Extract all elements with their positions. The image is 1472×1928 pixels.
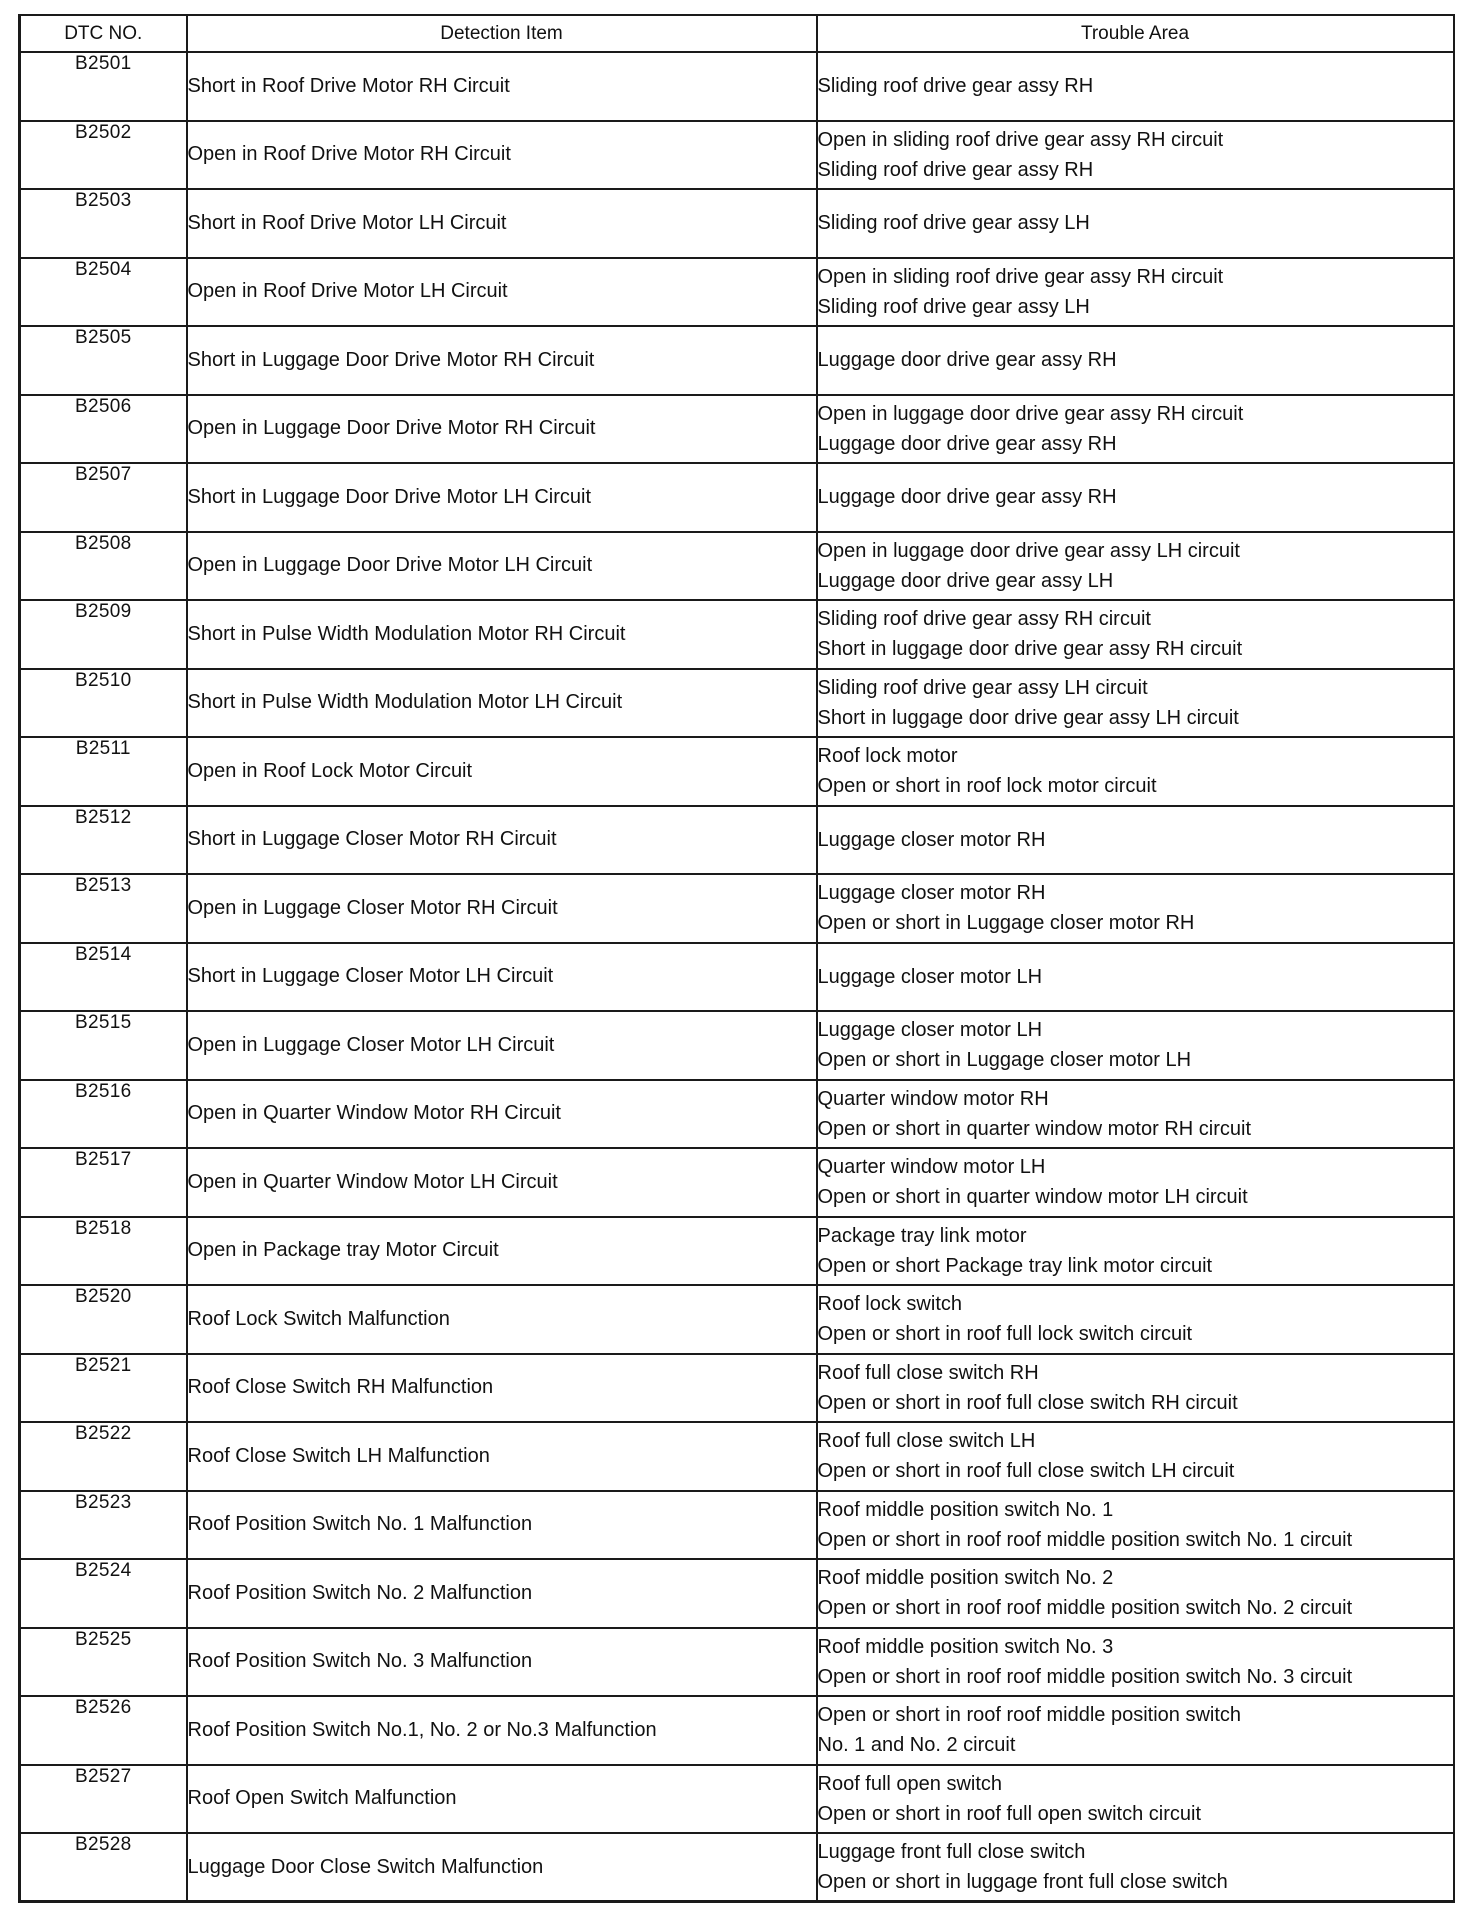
trouble-area-line: Luggage closer motor RH: [817, 882, 1046, 905]
detection-item: Roof Close Switch RH Malfunction: [187, 1354, 817, 1423]
trouble-area-line: Quarter window motor LH: [817, 1156, 1046, 1179]
trouble-area-line: Luggage door drive gear assy RH: [817, 432, 1117, 455]
trouble-area-line: Open or short in quarter window motor LH circuit: [817, 1186, 1248, 1209]
dtc-code: B2524: [20, 1559, 187, 1628]
trouble-area-line: Quarter window motor RH: [817, 1087, 1049, 1110]
trouble-area-line: Roof full open switch: [817, 1772, 1003, 1795]
dtc-code: B2523: [20, 1491, 187, 1560]
trouble-area-line: No. 1 and No. 2 circuit: [817, 1734, 1016, 1757]
table-row: [20, 463, 1454, 532]
table-row: [20, 1080, 1454, 1149]
dtc-code: B2509: [20, 600, 187, 669]
dtc-code: B2504: [20, 258, 187, 327]
trouble-area-line: Open or short in roof roof middle position switch No. 1 circuit: [817, 1528, 1353, 1551]
detection-item: Short in Pulse Width Modulation Motor RH Circuit: [187, 600, 817, 669]
trouble-area: [817, 1148, 1454, 1217]
dtc-code: B2514: [20, 943, 187, 1012]
trouble-area-line: Open or short in roof roof middle position switch: [817, 1704, 1242, 1727]
dtc-code: B2502: [20, 121, 187, 190]
table-row: [20, 1148, 1454, 1217]
trouble-area: [817, 1559, 1454, 1628]
table-row: [20, 874, 1454, 943]
dtc-table: [18, 14, 1455, 1903]
trouble-area: [817, 600, 1454, 669]
table-row: [20, 1285, 1454, 1354]
dtc-code: B2503: [20, 189, 187, 258]
trouble-area: [817, 737, 1454, 806]
trouble-area: [817, 189, 1454, 258]
trouble-area-line: Open or short in roof roof middle position switch No. 2 circuit: [817, 1597, 1353, 1620]
trouble-area: [817, 943, 1454, 1012]
trouble-area-line: Open in luggage door drive gear assy LH circuit: [817, 539, 1240, 562]
trouble-area: [817, 1354, 1454, 1423]
trouble-area-line: Sliding roof drive gear assy RH circuit: [817, 608, 1151, 631]
trouble-area-line: Luggage front full close switch: [817, 1841, 1086, 1863]
table-row: [20, 1628, 1454, 1697]
dtc-code: B2516: [20, 1080, 187, 1149]
trouble-area-line: Roof full close switch LH: [817, 1430, 1036, 1453]
trouble-area-line: Short in luggage door drive gear assy LH circuit: [817, 706, 1239, 729]
trouble-area: [817, 1217, 1454, 1286]
table-row: [20, 1559, 1454, 1628]
dtc-code: B2515: [20, 1011, 187, 1080]
trouble-area: [817, 258, 1454, 327]
trouble-area: [817, 874, 1454, 943]
table-row: [20, 600, 1454, 669]
trouble-area: [817, 1011, 1454, 1080]
detection-item: Open in Luggage Door Drive Motor RH Circuit: [187, 395, 817, 464]
trouble-area-line: Open or short in Luggage closer motor RH: [817, 912, 1195, 935]
header-row: [20, 15, 1454, 52]
table-row: [20, 1217, 1454, 1286]
trouble-area-line: Luggage closer motor LH: [817, 1019, 1043, 1042]
detection-item: Roof Position Switch No. 3 Malfunction: [187, 1628, 817, 1697]
detection-item: Short in Pulse Width Modulation Motor LH Circuit: [187, 669, 817, 738]
trouble-area-line: Sliding roof drive gear assy RH: [817, 158, 1094, 181]
detection-item: Open in Luggage Closer Motor RH Circuit: [187, 874, 817, 943]
trouble-area-line: Open in luggage door drive gear assy RH circuit: [817, 402, 1244, 425]
dtc-code: B2501: [20, 52, 187, 121]
trouble-area-line: Sliding roof drive gear assy LH: [817, 212, 1090, 235]
detection-item: Open in Package tray Motor Circuit: [187, 1217, 817, 1286]
trouble-area-line: Roof lock switch: [817, 1293, 962, 1316]
dtc-code: B2507: [20, 463, 187, 532]
trouble-area-line: Luggage closer motor RH: [817, 828, 1046, 851]
table-row: [20, 189, 1454, 258]
dtc-code: B2525: [20, 1628, 187, 1697]
trouble-area-line: Open or short Package tray link motor circuit: [817, 1254, 1213, 1277]
detection-item: Open in Roof Lock Motor Circuit: [187, 737, 817, 806]
table-row: [20, 943, 1454, 1012]
detection-item: Open in Quarter Window Motor LH Circuit: [187, 1148, 817, 1217]
table-row: [20, 737, 1454, 806]
detection-item: Roof Close Switch LH Malfunction: [187, 1422, 817, 1491]
trouble-area-line: Roof middle position switch No. 3: [817, 1635, 1114, 1658]
detection-item: Open in Roof Drive Motor RH Circuit: [187, 121, 817, 190]
trouble-area-line: Sliding roof drive gear assy LH circuit: [817, 676, 1148, 699]
table-row: [20, 395, 1454, 464]
table-row: [20, 326, 1454, 395]
trouble-area: [817, 806, 1454, 875]
detection-item: Roof Lock Switch Malfunction: [187, 1285, 817, 1354]
trouble-area-line: Roof middle position switch No. 2: [817, 1567, 1114, 1590]
trouble-area-line: Package tray link motor: [817, 1224, 1027, 1247]
dtc-code: B2505: [20, 326, 187, 395]
trouble-area-line: Luggage door drive gear assy RH: [817, 486, 1117, 509]
table-row: [20, 1696, 1454, 1765]
detection-item: Short in Luggage Closer Motor RH Circuit: [187, 806, 817, 875]
trouble-area: [817, 1491, 1454, 1560]
trouble-area: [817, 326, 1454, 395]
trouble-area: [817, 1833, 1454, 1902]
trouble-area: [817, 463, 1454, 532]
trouble-area: [817, 395, 1454, 464]
trouble-area: [817, 532, 1454, 601]
trouble-area-line: Open or short in roof full lock switch circuit: [817, 1323, 1193, 1346]
trouble-area-line: Roof lock motor: [817, 745, 958, 768]
table-row: [20, 1833, 1454, 1902]
trouble-area: [817, 1285, 1454, 1354]
trouble-area-line: Sliding roof drive gear assy LH: [817, 295, 1090, 318]
dtc-code: B2513: [20, 874, 187, 943]
trouble-area: [817, 669, 1454, 738]
trouble-area-line: Roof middle position switch No. 1: [817, 1498, 1114, 1521]
table-row: [20, 1011, 1454, 1080]
detection-item: Short in Luggage Door Drive Motor LH Circuit: [187, 463, 817, 532]
table-body: [20, 52, 1454, 1902]
trouble-area-line: Luggage door drive gear assy LH: [817, 569, 1114, 592]
trouble-area-line: Luggage door drive gear assy RH: [817, 349, 1117, 372]
detection-item: Short in Roof Drive Motor LH Circuit: [187, 189, 817, 258]
trouble-area: [817, 1765, 1454, 1834]
dtc-code: B2518: [20, 1217, 187, 1286]
trouble-area-line: Open or short in roof lock motor circuit: [817, 775, 1157, 798]
detection-item: Short in Luggage Door Drive Motor RH Circuit: [187, 326, 817, 395]
table-row: [20, 52, 1454, 121]
trouble-area-line: Open or short in luggage front full close switch: [817, 1871, 1228, 1893]
detection-item: Roof Open Switch Malfunction: [187, 1765, 817, 1834]
trouble-area-line: Open or short in quarter window motor RH circuit: [817, 1117, 1251, 1140]
table-header: [20, 15, 1454, 52]
dtc-code: B2506: [20, 395, 187, 464]
trouble-area-line: Open or short in roof roof middle position switch No. 3 circuit: [817, 1665, 1353, 1688]
trouble-area-line: Luggage closer motor LH: [817, 965, 1043, 988]
dtc-code: B2508: [20, 532, 187, 601]
trouble-area: [817, 1628, 1454, 1697]
table-row: [20, 1422, 1454, 1491]
detection-item: Open in Luggage Closer Motor LH Circuit: [187, 1011, 817, 1080]
trouble-area: [817, 1696, 1454, 1765]
dtc-code: B2521: [20, 1354, 187, 1423]
dtc-document: [18, 14, 1452, 1903]
trouble-area-line: Sliding roof drive gear assy RH: [817, 75, 1094, 98]
trouble-area: [817, 52, 1454, 121]
dtc-code: B2528: [20, 1833, 187, 1902]
trouble-area-line: Open or short in Luggage closer motor LH: [817, 1049, 1192, 1072]
trouble-area-line: Open in sliding roof drive gear assy RH circuit: [817, 128, 1224, 151]
table-row: [20, 258, 1454, 327]
trouble-area: [817, 121, 1454, 190]
dtc-code: B2527: [20, 1765, 187, 1834]
table-row: [20, 806, 1454, 875]
detection-item: Roof Position Switch No. 1 Malfunction: [187, 1491, 817, 1560]
detection-item: Roof Position Switch No. 2 Malfunction: [187, 1559, 817, 1628]
dtc-code: B2512: [20, 806, 187, 875]
trouble-area-line: Open or short in roof full close switch LH circuit: [817, 1460, 1235, 1483]
detection-item: Open in Luggage Door Drive Motor LH Circuit: [187, 532, 817, 601]
table-row: [20, 532, 1454, 601]
detection-item: Luggage Door Close Switch Malfunction: [187, 1833, 817, 1902]
dtc-code: B2511: [20, 737, 187, 806]
detection-item: Short in Luggage Closer Motor LH Circuit: [187, 943, 817, 1012]
detection-item: Roof Position Switch No.1, No. 2 or No.3 Malfunction: [187, 1696, 817, 1765]
trouble-area: [817, 1080, 1454, 1149]
trouble-area-line: Roof full close switch RH: [817, 1361, 1039, 1384]
trouble-area-line: Open in sliding roof drive gear assy RH circuit: [817, 265, 1224, 288]
table-row: [20, 669, 1454, 738]
dtc-code: B2520: [20, 1285, 187, 1354]
table-row: [20, 1354, 1454, 1423]
trouble-area-line: Short in luggage door drive gear assy RH circuit: [817, 638, 1243, 661]
detection-item: Open in Roof Drive Motor LH Circuit: [187, 258, 817, 327]
table-row: [20, 121, 1454, 190]
dtc-code: B2522: [20, 1422, 187, 1491]
dtc-code: B2517: [20, 1148, 187, 1217]
dtc-code: B2510: [20, 669, 187, 738]
header-dtc-no: DTC NO.: [20, 15, 187, 52]
dtc-code: B2526: [20, 1696, 187, 1765]
table-row: [20, 1765, 1454, 1834]
trouble-area: [817, 1422, 1454, 1491]
table-row: [20, 1491, 1454, 1560]
detection-item: Short in Roof Drive Motor RH Circuit: [187, 52, 817, 121]
trouble-area-line: Open or short in roof full open switch circuit: [817, 1802, 1202, 1825]
header-detection-item: Detection Item: [187, 15, 817, 52]
trouble-area-line: Open or short in roof full close switch RH circuit: [817, 1391, 1238, 1414]
detection-item: Open in Quarter Window Motor RH Circuit: [187, 1080, 817, 1149]
header-trouble-area: Trouble Area: [817, 15, 1454, 52]
